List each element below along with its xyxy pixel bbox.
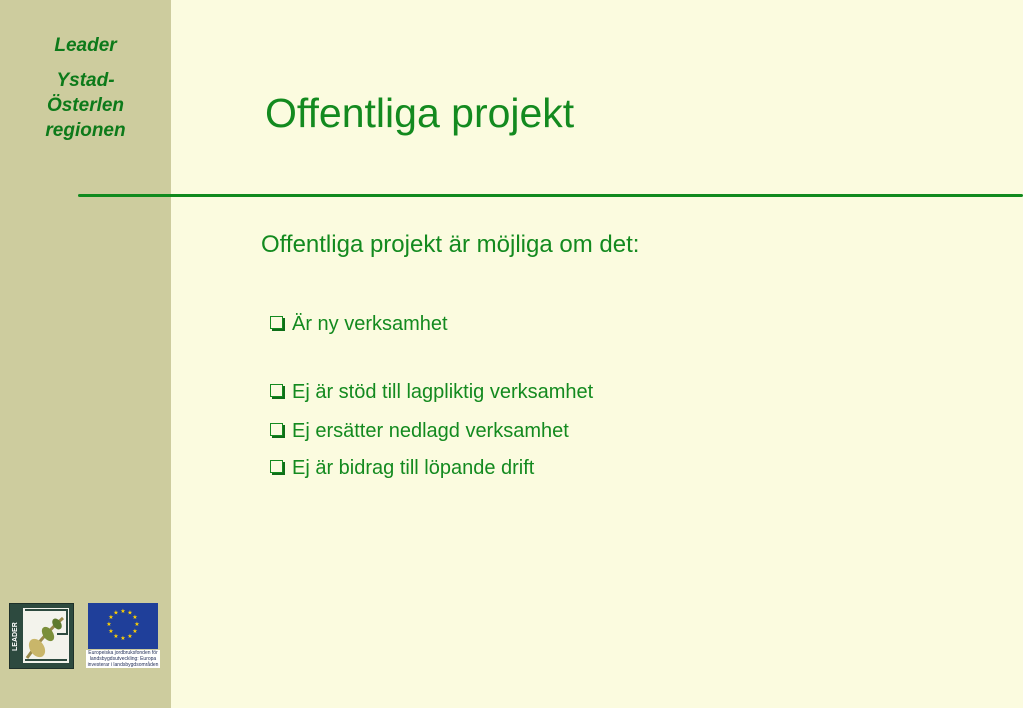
eu-logo [86,603,160,673]
list-item [270,456,534,480]
bullet-text: Ej är bidrag till löpande drift [292,457,535,479]
svg-text:★: ★ [113,609,119,617]
page-title: Offentliga projekt [265,90,575,136]
svg-text:★: ★ [106,621,112,628]
svg-text:★: ★ [108,614,114,621]
list-item [270,419,569,443]
leader-logo-text: LEADER [12,622,19,652]
svg-text:★: ★ [120,635,126,642]
title-divider [78,194,1023,197]
intro-text: Offentliga projekt är möjliga om det: [261,231,640,258]
bullet-text: Ej ersätter nedlagd verksamhet [292,420,569,442]
eu-flag-icon [88,603,158,649]
svg-text:★: ★ [120,608,126,615]
sidebar [0,0,171,708]
brand-line-region: Ystad- Österlen regionen [45,70,126,141]
svg-text:★: ★ [113,633,119,640]
brand-line-leader: Leader [54,35,117,56]
svg-text:★: ★ [132,628,138,635]
leader-logo [9,603,74,669]
svg-text:★: ★ [108,628,114,635]
leader-logo-emblem [23,608,69,663]
list-item [270,380,593,404]
checkbox-bullet-icon [270,316,283,329]
svg-text:★: ★ [132,614,138,621]
leaf-emblem-icon [23,608,69,663]
list-item [270,312,448,336]
checkbox-bullet-icon [270,460,283,473]
bullet-text: Ej är stöd till lagpliktig verksamhet [292,381,594,403]
svg-text:★: ★ [127,633,133,640]
bullet-text: Är ny verksamhet [292,313,448,335]
svg-text:★: ★ [127,609,133,617]
checkbox-bullet-icon [270,384,283,397]
svg-text:★: ★ [134,621,140,628]
eu-caption: Europeiska jordbruksfonden för landsbygdsutveckling: Europa investerar i landsbygdsområden [87,650,159,668]
brand-text [0,33,171,143]
checkbox-bullet-icon [270,423,283,436]
